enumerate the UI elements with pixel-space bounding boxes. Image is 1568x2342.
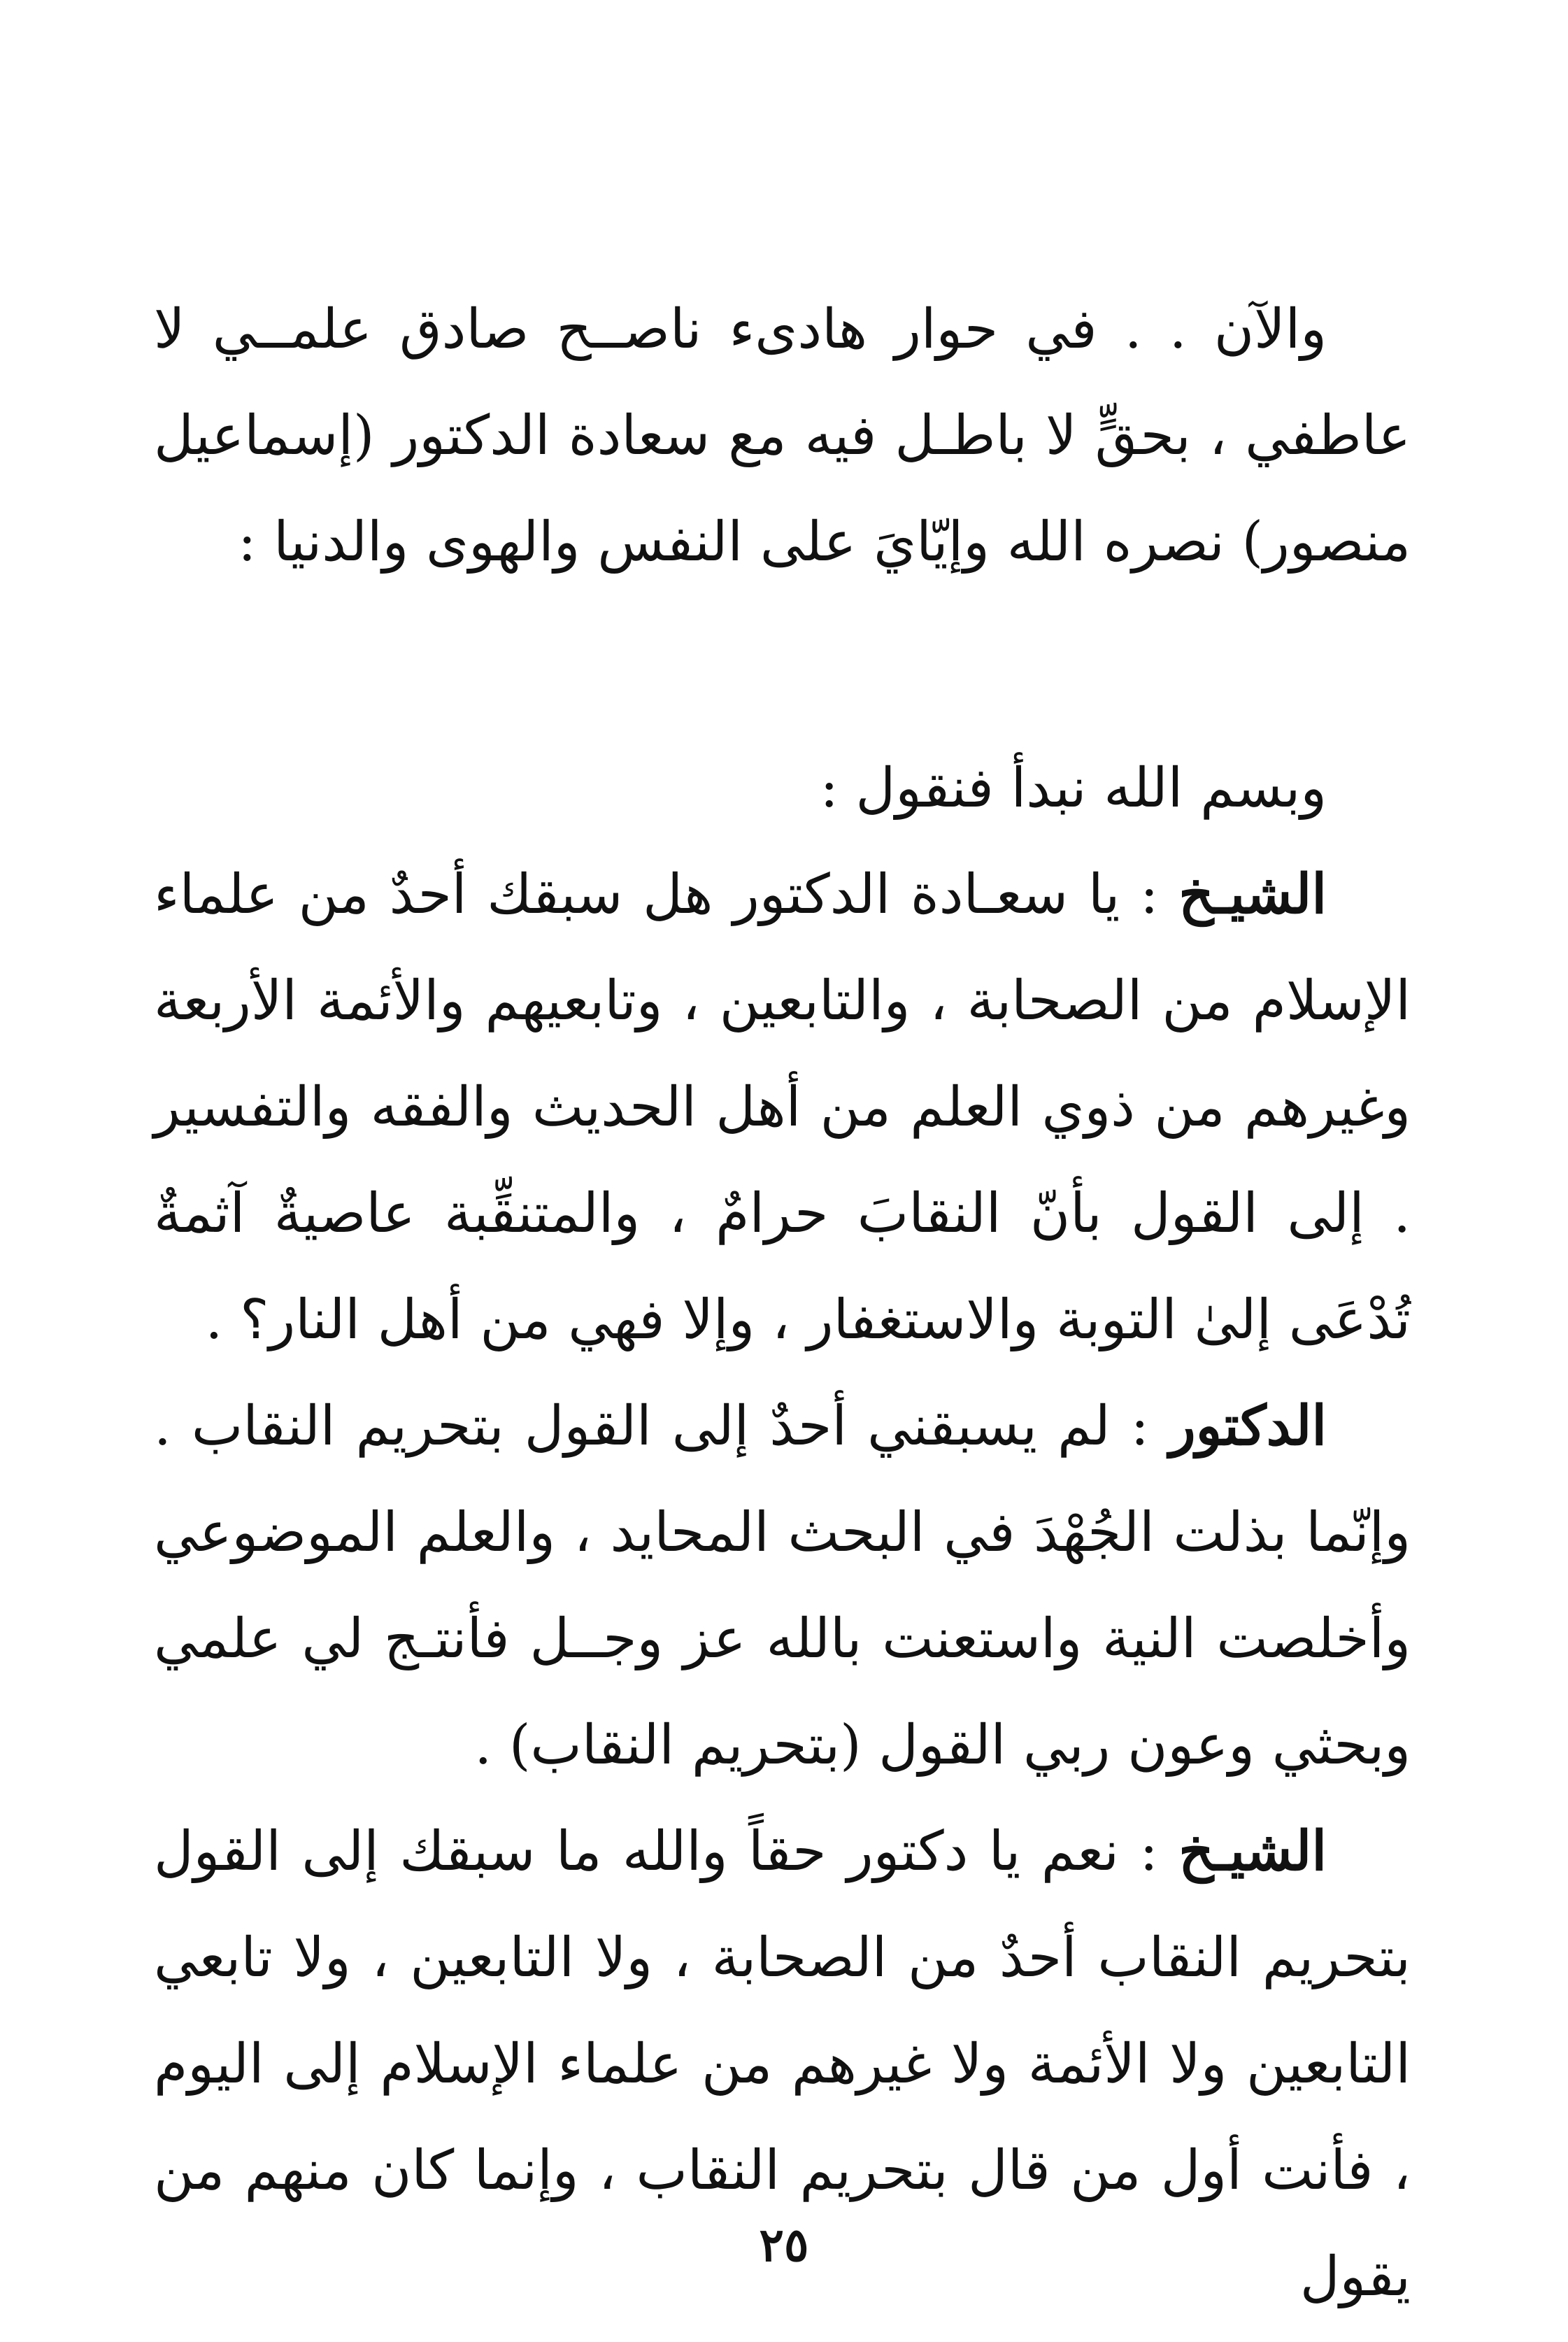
intro-text: والآن . . في حوار هادىء ناصــح صادق علمــي لا عاطفي ، بحقٍّ لا باطـل فيه مع سعادة الدكتور (إسماعيل منصور) نصره الله وإيّايَ على النفس والهوى والدنيا : <box>154 298 1411 574</box>
opening-text: وبسم الله نبدأ فنقول : <box>820 757 1327 820</box>
body-text <box>154 276 1411 2330</box>
dialogue-text: : يا سعـادة الدكتور هل سبقك أحدٌ من علماء الإسلام من الصحابة ، والتابعين ، وتابعيهم والأئمة الأربعة وغيرهم من ذوي العلم من أهل الحديث والفقه والتفسير . إلى القول بأنّ النقابَ حرامٌ ، والمتنقِّبة عاصيةٌ آثمةٌ تُدْعَى إلىٰ التوبة والاستغفار ، وإلا فهي من أهل النار؟ . <box>154 863 1411 1351</box>
speaker-label: الشيـخ <box>1178 1819 1327 1883</box>
dialogue-paragraph-doctor <box>154 1373 1411 1798</box>
page-number: ٢٥ <box>759 2217 809 2272</box>
intro-paragraph <box>154 276 1411 595</box>
dialogue-paragraph-sheikh-1 <box>154 842 1411 1373</box>
dialogue-text: : لم يسبقني أحدٌ إلى القول بتحريم النقاب . وإنّما بذلت الجُهْدَ في البحث المحايد ، والعلم الموضوعي وأخلصت النية واستعنت بالله عز وجــل فأنتـج لي علمي وبحثي وعون ربي القول (بتحريم النقاب) . <box>154 1395 1411 1777</box>
speaker-label: الدكتور <box>1169 1394 1327 1458</box>
speaker-label: الشيـخ <box>1178 863 1327 926</box>
opening-paragraph <box>154 735 1411 842</box>
dialogue-text: : نعم يا دكتور حقاً والله ما سبقك إلى القول بتحريم النقاب أحدٌ من الصحابة ، ولا التابعين ، ولا تابعي التابعين ولا الأئمة ولا غيرهم من علماء الإسلام إلى اليوم ، فأنت أول من قال بتحريم النقاب ، وإنما كان منهم من يقول <box>154 1820 1411 2308</box>
